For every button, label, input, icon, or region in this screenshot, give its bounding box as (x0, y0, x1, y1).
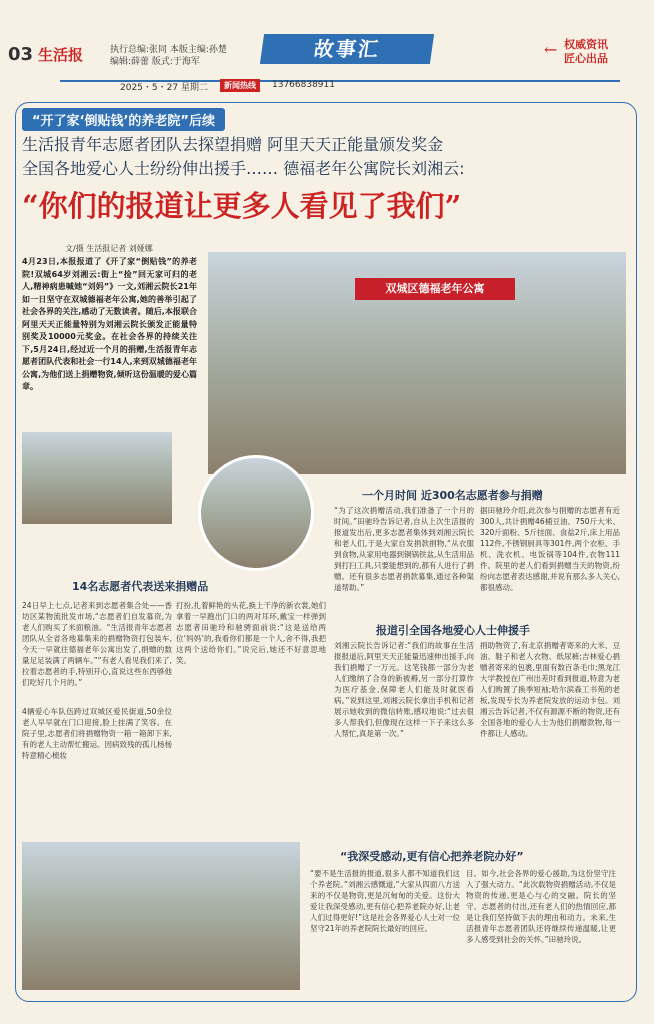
hotline-tag: 新闻热线 (220, 79, 260, 92)
column-b: 据田驰玲介绍,此次参与捐赠的志愿者有近300人,共计捐赠46桶豆油、750斤大米、320斤面粉、5斤挂面、食盐2斤,床上用品112件,不锈钢厨具等301件,两个衣柜、手机、洗衣机、电饭锅等104件,衣物111件。院里的老人们看到捐赠当天的物资,纷纷向志愿者表达感谢,并说有那么多人关心,都很感动。 (480, 506, 620, 592)
hotline-number: 13766838911 (272, 80, 335, 90)
series-tag: “开了家‘倒贴钱’的养老院”后续 (22, 108, 225, 131)
column-a: “为了这次捐赠活动,我们准备了一个月的时间。”田驰玲告诉记者,自从上次生活报的报道发出后,更多志愿者集体到刘湘云院长和老人们,于是大家自发捐款捐物,“从衣服到食物,从家用电器到铜锅铁盆,从生活用品到打扫工具,只要能想到的,都有人进行了捐赠。还有很多志愿者捐款募集,通过各种渠道帮助。” (334, 506, 474, 592)
column-h: 目。如今,社会各界的爱心援助,为这份坚守注入了强大动力。“此次载物资捐赠活动,不仅是物资的传递,更是心与心的交融。院长的坚守、志愿者的付出,还有老人们的热情回应,都是让我们坚持做下去的理由和动力。未来,生活报青年志愿者团队还将继续传递温暖,让更多人感受到社会的关怀。”田驰玲说。 (466, 869, 616, 944)
section-title: 故事汇 (260, 34, 434, 64)
column-i: 4辆爱心车队伍跨过双城区爱民街道,50余位老人早早就在门口迎接,脸上挂满了笑容。在院子里,志愿者们将捐赠物资一箱一箱卸下来,有的老人主动帮忙搬运。因病致残的孤儿杨杨特意精心梳妆 (22, 707, 172, 760)
newspaper-brand: 生活报 (38, 46, 84, 64)
staff-line-1: 执行总编:张同 本版主编:孙楚 (110, 45, 227, 55)
headline-line-1: 生活报青年志愿者团队去探望捐赠 阿里天天正能量颁发奖金 (22, 135, 444, 154)
nursing-home-banner: 双城区德福老年公寓 (355, 278, 515, 300)
column-g: “要不是生活报的报道,很多人都不知道我们这个养老院。”刘湘云感慨道,“大家从四面八方送来的不仅是物资,更是沉甸甸的关爱。这份大爱让我深受感动,更有信心把养老院办好,让老人们过得更好!”这是社会各界爱心人士对一位坚守21年的养老院院长最好的回应。 (310, 869, 460, 933)
headline-line-2: 全国各地爱心人士纷纷伸出援手…… 德福老年公寓院长刘湘云: (22, 159, 465, 178)
hug-photo (22, 432, 172, 524)
page-number: 03 (8, 44, 34, 65)
column-d: 打扮,扎着鲜艳的头花,换上干净的新衣裳,她们拿着一早跑出门口的两对耳环,戴宝一样弹到志愿者田驰玲和驰骋面前说:“这是送给两位‘妈妈’的,我看你们都是一个人,舍不得,我把这两个送给你们。”说完后,她还不好意思地笑。 (176, 601, 326, 665)
subhead-confidence: “我深受感动,更有信心把养老院办好” (340, 850, 524, 863)
volunteers-carrying-photo (22, 842, 300, 990)
staff-line-2: 编辑:薛蕾 版式:于海军 (110, 57, 200, 67)
elder-portrait-photo (198, 455, 314, 571)
column-c: 24日早上七点,记者来到志愿者集合处——香坊区某物流批发市场,“志愿者们自发募资,为老人们购买了米面粮油。“生活报青年志愿者团队从全省各地募集来的捐赠物资打包装车,今天一早就往德福老年公寓出发了,捐赠的数量足足装满了两辆车。”“有老人看见我们来了,拉着志愿者的手,特别开心,直说这些东西够他们吃好几个月的。” (22, 601, 172, 687)
slogan (564, 38, 608, 66)
subhead-volunteers: 一个月时间 近300名志愿者参与捐赠 (362, 489, 543, 502)
subhead-representatives: 14名志愿者代表送来捐赠品 (72, 580, 209, 593)
subhead-nationwide: 报道引全国各地爱心人士伸援手 (376, 624, 530, 637)
lead-paragraph: 4月23日,本报报道了《开了家“倒贴钱”的养老院!双城64岁刘湘云:街上“捡”回无家可归的老人,精神病患喊她“刘妈”》一文,刘湘云院长21年如一日坚守在双城德福老年公寓,她的善举引起了社会各界的关注,感动了无数读者。随后,本报联合阿里天天正能量特别为刘湘云院长颁发正能量特别奖及10000元奖金。在社会各界的持续关注下,5月24日,经过近一个月的捐赠,生活报青年志愿者团队代表和社会一行14人,来到双城德福老年公寓,为他们送上捐赠物资,倾听这份温暖的爱心篇章。 (22, 257, 197, 391)
slogan-line-1: 权威资讯 (564, 38, 608, 51)
main-title: “你们的报道让更多人看见了我们” (22, 189, 462, 223)
column-f: 捐助物资了,有北京捐赠者寄来的大米、豆油、鞋子和老人衣物、纸尿裤;吉林爱心捐赠者寄来的包裹,里面有数百条毛巾;黑龙江大学教授在广州出差时看到报道,特意为老人们购置了换季短袖;哈尔滨森工书苑的老板,发现专长为养老院发放的运动卡包。刘湘云告诉记者,不仅有源源不断的物资,还有全国各地的爱心人士为他们捐赠款物,每一件都让人感动。 (480, 641, 620, 738)
byline: 文/摄 生活报记者 刘娅娜 (65, 244, 153, 253)
staff-credits (110, 44, 227, 68)
slogan-arrow-icon: ← (544, 40, 558, 59)
issue-date: 2025・5・27 星期二 (120, 83, 208, 93)
column-e: 刘湘云院长告诉记者:“我们的故事在生活报报道后,阿里天天正能量迅速伸出援手,向我们捐赠了一万元。这笔钱都一部分为老人们缴纳了合身的新被褥,另一部分打算作为医疗基金,保障老人们能及时就医看病。”说到这里,刘湘云院长拿出手机和记者展示她收到的微信转账,感叹地说:“过去很多人帮我们,但像现在这样一下子来这么多人帮忙,真是第一次。” (334, 641, 474, 738)
slogan-line-2: 匠心出品 (564, 52, 608, 65)
